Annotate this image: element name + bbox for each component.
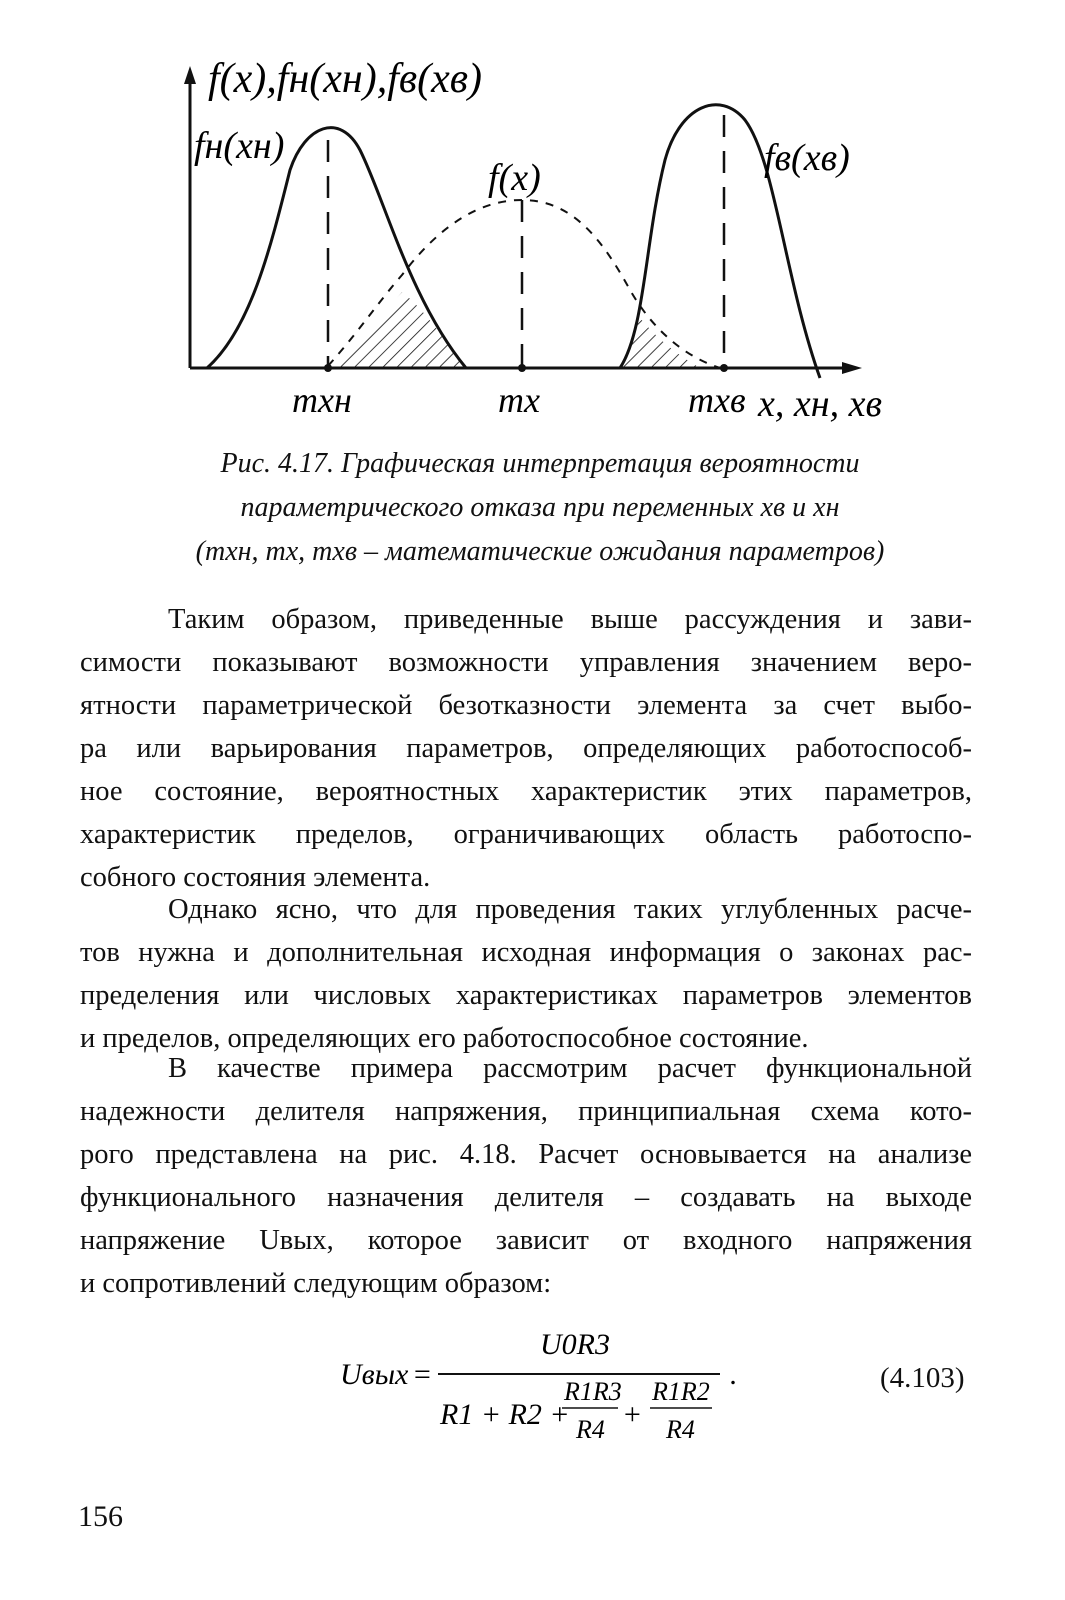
text-line: функционального назначения делителя – создавать на выходе [80,1182,972,1213]
tick-label-mxv: mхв [688,380,746,420]
formula-frac2-num: R1R2 [652,1377,710,1406]
text-line: ятности параметрической безотказности элемента за счет выбо- [80,690,972,721]
tick-label-mxn: mхн [292,380,352,420]
formula-lhs: Uвых [340,1358,409,1391]
text-line: надежности делителя напряжения, принципиальная схема кото- [80,1096,972,1127]
paragraph-3 [80,1047,972,1305]
formula-equals: = [412,1358,433,1391]
text-line: и пределов, определяющих его работоспособное состояние. [80,1023,809,1054]
curve-right-label: fв(xв) [764,137,850,179]
caption-line-1: Рис. 4.17. Графическая интерпретация вероятности [220,448,860,479]
formula-frac2-den: R4 [666,1415,695,1444]
text-line: пределения или числовых характеристиках параметров элементов [80,980,972,1011]
page-number: 156 [78,1500,123,1533]
text-line: ра или варьирования параметров, определяющих работоспособ- [80,733,972,764]
x-axis-label: x, xн, xв [758,383,882,425]
text-line: тов нужна и дополнительная исходная информация о законах рас- [80,937,972,968]
text-line: напряжение Uвых, которое зависит от входного напряжения [80,1225,972,1256]
left-overlap-hatch [328,292,466,368]
y-axis-label: f(x),fн(xн),fв(xв) [208,56,482,102]
text-line: Таким образом, приведенные выше рассуждения и зави- [168,604,972,635]
tick-dot-mxn [324,364,332,372]
formula-period: . [730,1358,738,1391]
tick-dot-mxv [720,364,728,372]
text-line: ное состояние, вероятностных характеристик этих параметров, [80,776,972,807]
tick-dot-mx [518,364,526,372]
text-line: симости показывают возможности управления значением веро- [80,647,972,678]
text-line: Однако ясно, что для проведения таких углубленных расче- [168,894,972,925]
formula-numerator: U0R3 [540,1328,610,1361]
curve-mid-label: f(x) [488,157,541,199]
curve-left-label: fн(xн) [194,125,285,167]
formula-frac1-den: R4 [576,1415,605,1444]
paragraph-1 [80,598,972,899]
text-line: рого представлена на рис. 4.18. Расчет основывается на анализе [80,1139,972,1170]
x-axis-arrow [842,362,862,374]
text-line: собного состояния элемента. [80,862,431,893]
probability-figure [0,0,1065,440]
y-axis-arrow [184,66,196,84]
formula-denominator-terms: R1 + R2 + [440,1398,570,1431]
text-line: и сопротивлений следующим образом: [80,1268,552,1299]
equation-number: (4.103) [880,1362,965,1394]
caption-line-2: параметрического отказа при переменных xв и xн [240,492,840,523]
figure-caption [150,442,930,574]
text-line: характеристик пределов, ограничивающих область работоспо- [80,819,972,850]
text-line: В качестве примера рассмотрим расчет функциональной [168,1053,972,1084]
formula-frac1-num: R1R3 [564,1377,622,1406]
paragraph-2 [80,888,972,1060]
tick-label-mx: mx [498,380,540,420]
formula-plus: + [622,1398,643,1431]
formula-4-103 [340,1328,760,1448]
caption-line-3: (mхн, mx, mхв – математические ожидания параметров) [195,536,885,567]
